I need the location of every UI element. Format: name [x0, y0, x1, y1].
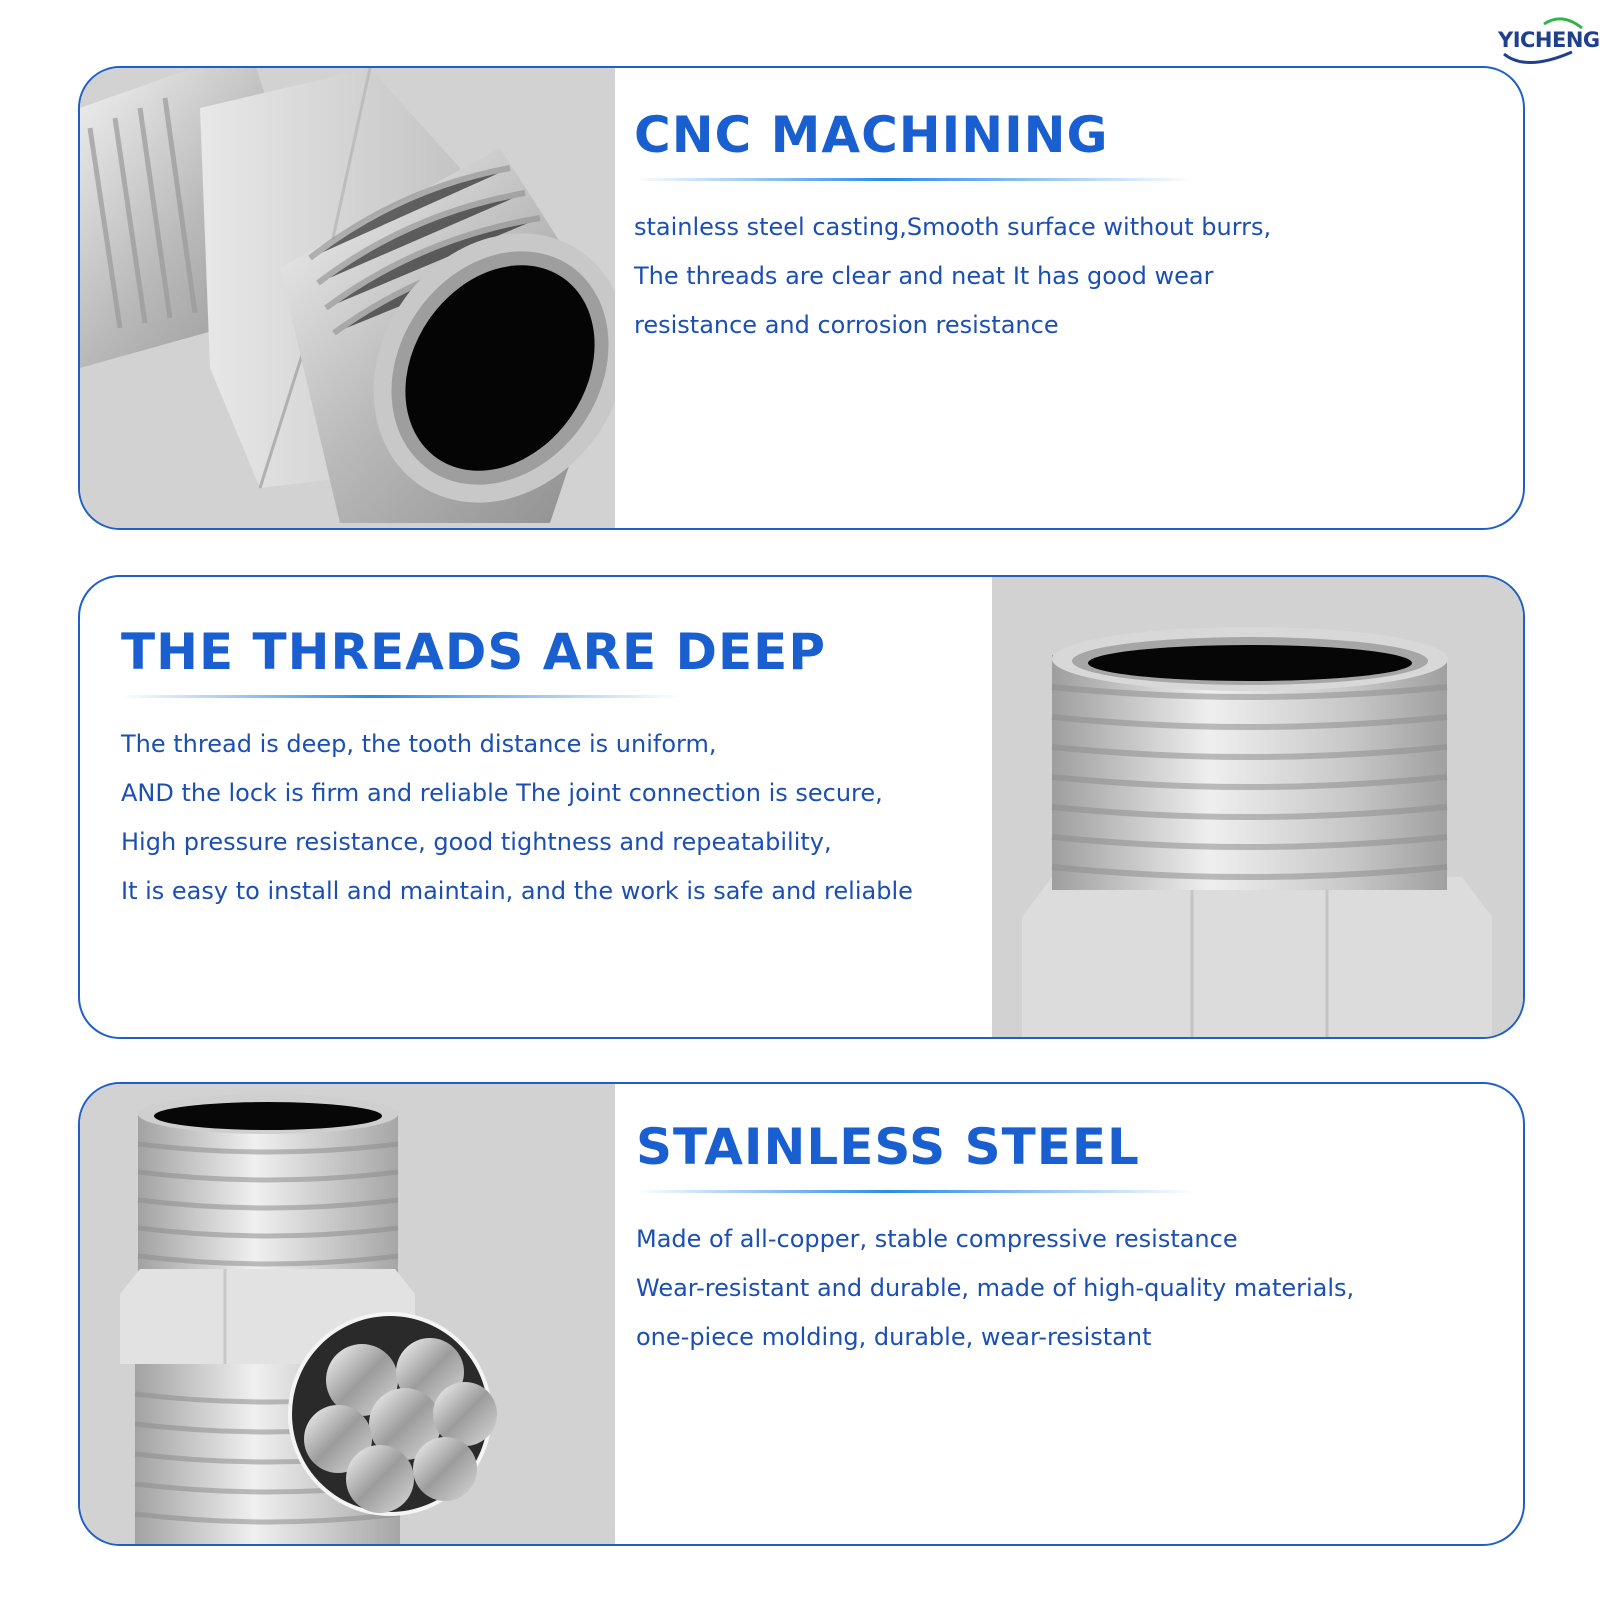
description-line: The threads are clear and neat It has good wear [634, 262, 1214, 290]
description-line: Made of all-copper, stable compressive resistance [636, 1225, 1238, 1253]
feature-card-threads [78, 575, 1525, 1039]
section-title: CNC MACHINING [634, 106, 1109, 164]
description-line: High pressure resistance, good tightness and repeatability, [121, 828, 832, 856]
title-divider [636, 1190, 1196, 1193]
description-line: The thread is deep, the tooth distance is uniform, [121, 730, 717, 758]
product-photo-thread-closeup [992, 577, 1525, 1037]
section-text-threads [121, 623, 1001, 916]
description-line: resistance and corrosion resistance [634, 311, 1059, 339]
logo-text: YICHENG [1498, 28, 1600, 52]
description-line: It is easy to install and maintain, and the work is safe and reliable [121, 877, 913, 905]
section-text-stainless [636, 1118, 1436, 1362]
brand-logo [1486, 14, 1600, 68]
section-title: THE THREADS ARE DEEP [121, 623, 826, 681]
feature-card-stainless [78, 1082, 1525, 1546]
description-line: one-piece molding, durable, wear-resistant [636, 1323, 1152, 1351]
product-photo-hex-nipple [80, 1084, 615, 1544]
description-line: stainless steel casting,Smooth surface without burrs, [634, 213, 1272, 241]
description-line: AND the lock is firm and reliable The joint connection is secure, [121, 779, 883, 807]
description-line: Wear-resistant and durable, made of high-quality materials, [636, 1274, 1355, 1302]
title-divider [121, 695, 681, 698]
feature-card-cnc [78, 66, 1525, 530]
section-title: STAINLESS STEEL [636, 1118, 1140, 1176]
title-divider [634, 178, 1194, 181]
product-photo-fitting-angled [80, 68, 615, 528]
section-text-cnc [634, 106, 1272, 350]
